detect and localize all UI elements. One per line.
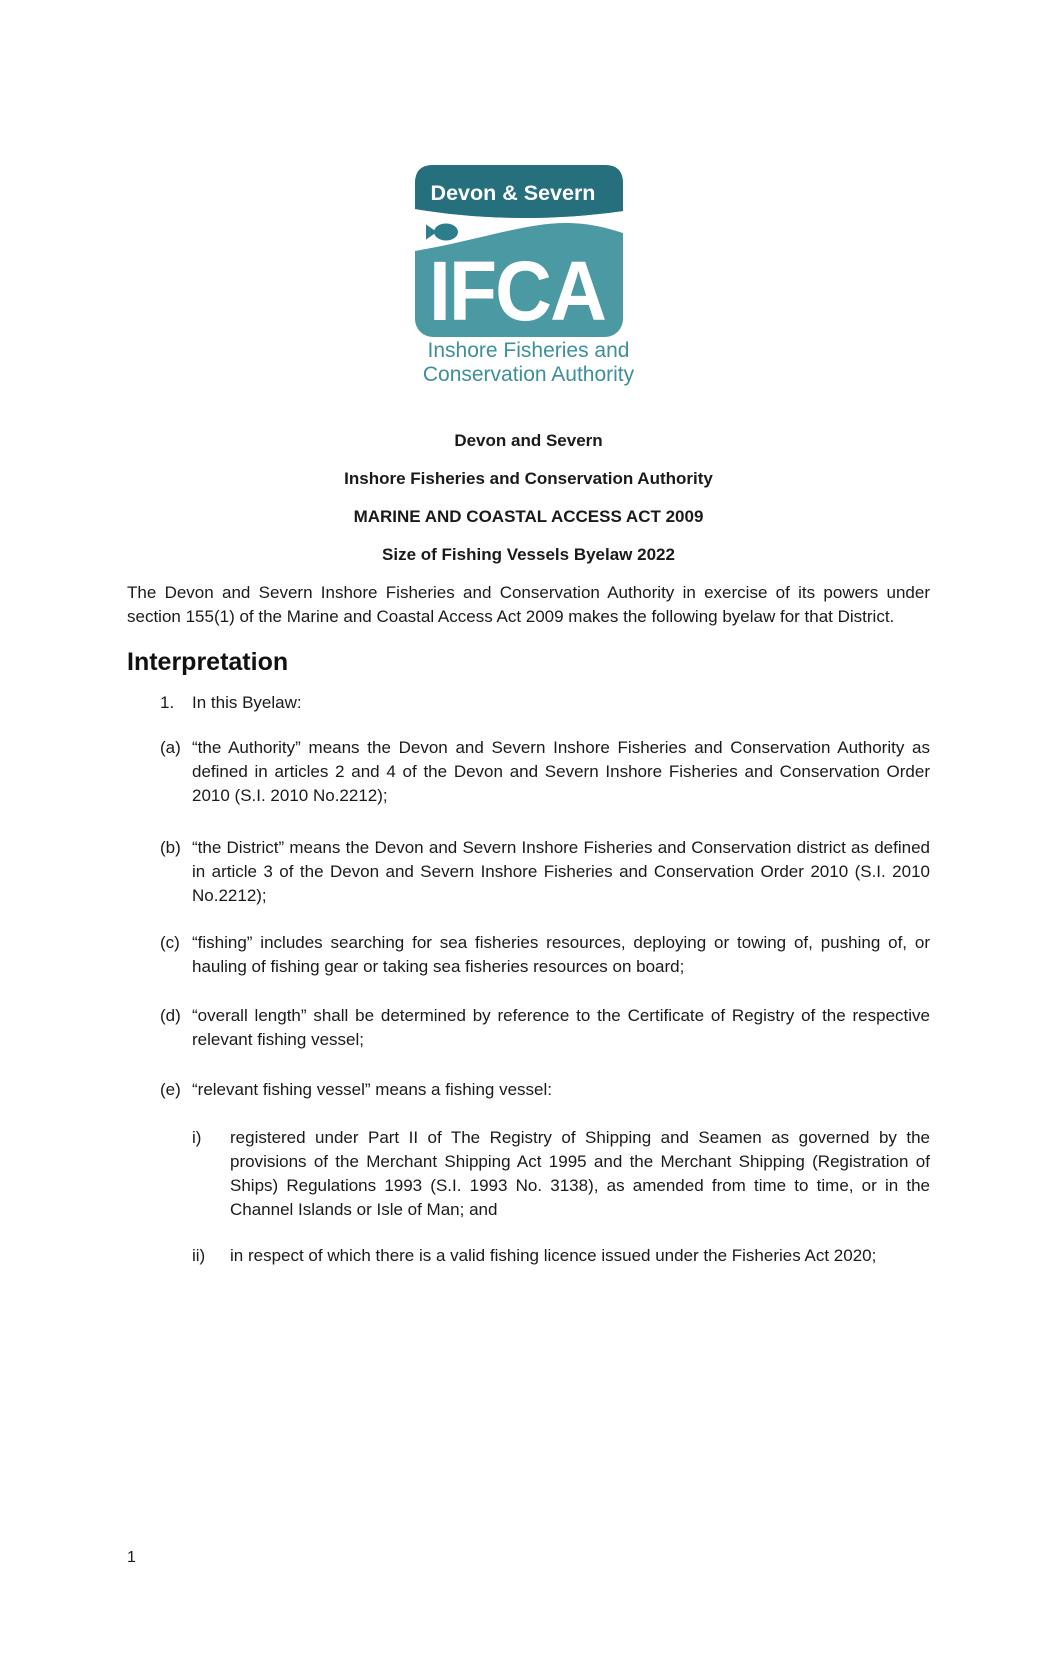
logo-caption-line1: Inshore Fisheries and [427,339,630,362]
list-subitem-i [127,1126,930,1222]
logo-caption-line2: Conservation Authority [422,363,635,386]
logo-banner-text: Devon & Severn [430,181,596,205]
list-marker-e: (e) [160,1080,181,1099]
list-marker-1: 1. [160,693,175,712]
list-marker-b: (b) [160,838,181,857]
page-number: 1 [127,1549,136,1566]
list-marker-ii: ii) [192,1246,206,1265]
list-item-1 [127,691,930,715]
list-text-a: “the Authority” means the Devon and Severn Inshore Fisheries and Conservation Authority as defined in articles 2 and 4 of the Devon and Severn Inshore Fisheries and Conservation Order 2010 (S.I. 2010 No.2212); [192,738,930,805]
list-item-d [127,1004,930,1052]
ifca-logo [415,165,623,337]
list-marker-d: (d) [160,1006,181,1025]
document-content [127,165,930,1268]
logo-acronym: IFCA [429,244,606,337]
list-item-b [127,836,930,908]
list-marker-c: (c) [160,933,180,952]
list-item-c [127,931,930,979]
list-item-e [127,1078,930,1102]
document-page [0,165,1058,1662]
list-text-b: “the District” means the Devon and Severn Inshore Fisheries and Conservation district as defined in article 3 of the Devon and Severn Inshore Fisheries and Conservation Order 2010 (S.I. 2010 No.2212); [192,838,930,905]
list-subitem-ii [127,1244,930,1268]
list-marker-i: i) [192,1128,202,1147]
list-text-i: registered under Part II of The Registry of Shipping and Seamen as governed by the provisions of the Merchant Shipping Act 1995 and the Merchant Shipping (Registration of Ships) Regulations 1993 (S.I. 1993 No. 3138), as amended from time to time, or in the Channel Islands or Isle of Man; and [230,1128,930,1219]
list-text-d: “overall length” shall be determined by reference to the Certificate of Registry of the respective relevant fishing vessel; [192,1006,930,1049]
doc-title-line2: Inshore Fisheries and Conservation Authority [344,469,713,488]
section-title: Interpretation [127,648,289,676]
list-item-a [127,736,930,808]
list-text-1: In this Byelaw: [192,693,302,712]
doc-title-line3: MARINE AND COASTAL ACCESS ACT 2009 [353,507,704,526]
list-text-ii: in respect of which there is a valid fishing licence issued under the Fisheries Act 2020; [230,1246,877,1265]
intro-paragraph: The Devon and Severn Inshore Fisheries and Conservation Authority in exercise of its powers under section 155(1) of the Marine and Coastal Access Act 2009 makes the following byelaw for that District. [127,583,930,626]
doc-title-line4: Size of Fishing Vessels Byelaw 2022 [382,545,675,564]
doc-title-line1: Devon and Severn [454,431,603,450]
list-text-e: “relevant fishing vessel” means a fishing vessel: [192,1080,552,1099]
list-text-c: “fishing” includes searching for sea fisheries resources, deploying or towing of, pushing of, or hauling of fishing gear or taking sea fisheries resources on board; [192,933,930,976]
list-marker-a: (a) [160,738,181,757]
logo-caption [127,339,930,387]
